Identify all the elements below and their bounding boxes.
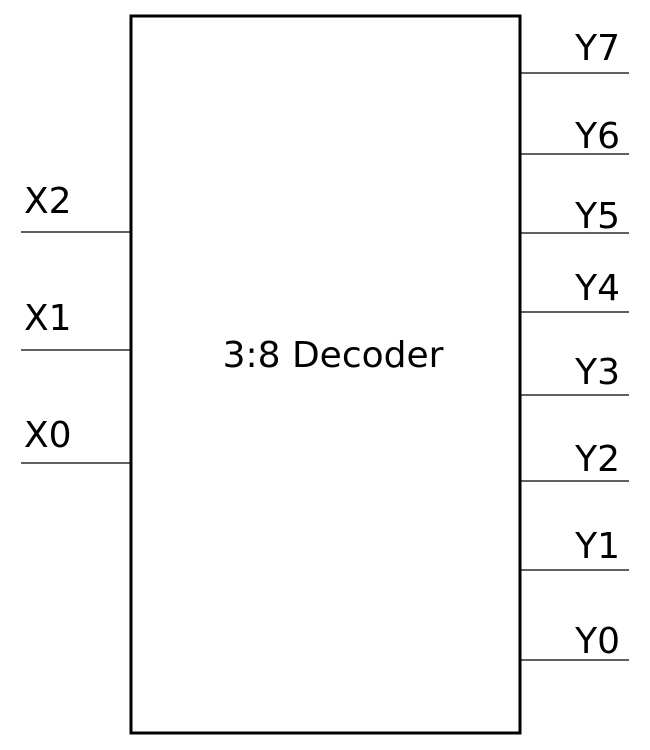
- output-label-y0: Y0: [575, 621, 620, 662]
- output-label-y1: Y1: [575, 526, 620, 567]
- output-label-y5: Y5: [575, 196, 620, 237]
- input-label-x1: X1: [24, 298, 72, 339]
- input-label-x2: X2: [24, 181, 72, 222]
- output-label-y4: Y4: [575, 268, 620, 309]
- decoder-title: 3:8 Decoder: [222, 335, 444, 376]
- output-label-y7: Y7: [575, 28, 620, 69]
- output-label-y2: Y2: [575, 439, 620, 480]
- output-label-y3: Y3: [575, 352, 620, 393]
- output-label-y6: Y6: [575, 116, 620, 157]
- input-label-x0: X0: [24, 415, 72, 456]
